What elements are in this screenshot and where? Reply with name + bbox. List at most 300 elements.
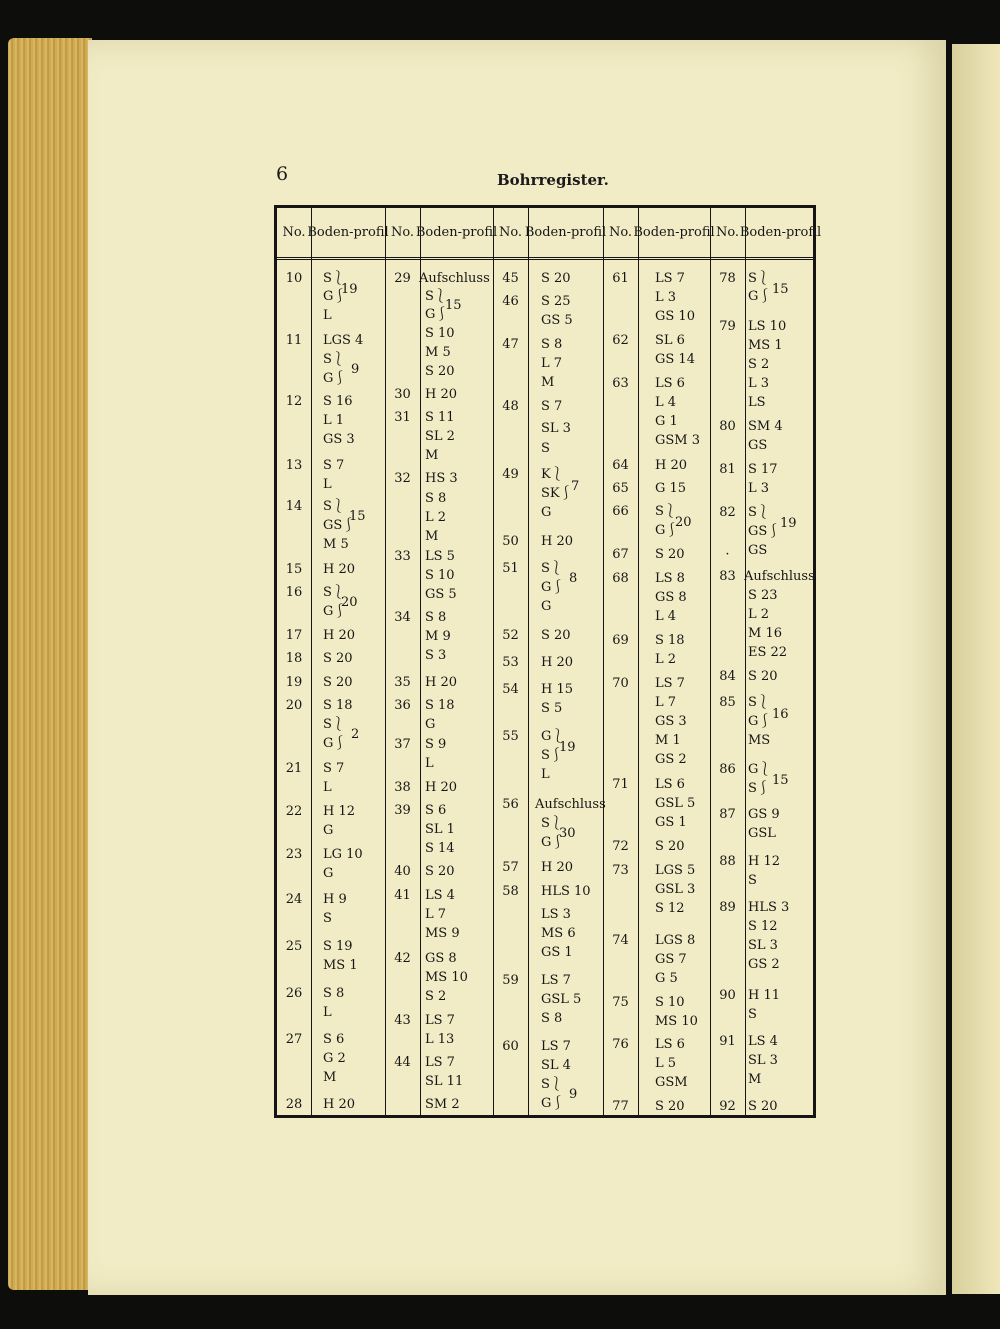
header-profil: Boden- profil <box>633 225 715 240</box>
profile-layer: M <box>323 1070 337 1085</box>
profile-layer: G <box>425 717 436 732</box>
profile-layer: GS 1 <box>655 815 687 830</box>
profile-layer: M 5 <box>323 537 349 552</box>
profile-layer: S 10 <box>425 568 455 583</box>
profile-layer: 2 <box>351 727 360 742</box>
profile-layer: LS 7 <box>541 973 571 988</box>
header-no: No. <box>282 225 306 240</box>
entry-number: 73 <box>612 863 629 878</box>
entry-number: 64 <box>612 458 629 473</box>
profile-layer: GS 1 <box>541 945 573 960</box>
profile-layer: GS 8 <box>655 590 687 605</box>
profile-layer: GS 2 <box>748 957 780 972</box>
profile-layer: S 20 <box>655 839 685 854</box>
entry-number: 59 <box>502 973 519 988</box>
profile-layer: MS 1 <box>748 338 783 353</box>
profile-layer: S⎱ <box>323 352 345 367</box>
entry-number: 34 <box>394 610 411 625</box>
profile-layer: S 12 <box>748 919 778 934</box>
profile-layer: S⎱ <box>541 561 563 576</box>
entry-number: 12 <box>285 394 303 409</box>
header-profil: Boden- profil <box>739 225 822 240</box>
profile-layer: M 1 <box>655 733 681 748</box>
profile-layer: G⎰ <box>323 371 347 386</box>
profile-layer: GS⎰ <box>748 524 781 539</box>
profile-layer: S 18 <box>655 633 685 648</box>
profile-layer: M 16 <box>748 626 782 641</box>
profile-layer: S 20 <box>541 628 571 643</box>
profile-layer: Aufschluss <box>419 271 490 286</box>
profile-layer: Aufschluss <box>535 797 606 812</box>
column-divider <box>420 208 421 1115</box>
profile-layer: 9 <box>351 362 360 377</box>
profile-layer: S 10 <box>425 326 455 341</box>
profile-layer: L <box>323 780 332 795</box>
profile-layer: S⎱ <box>323 585 345 600</box>
profile-layer: S 25 <box>541 294 571 309</box>
facing-page-edge <box>952 44 1000 1294</box>
entry-number: 72 <box>612 839 629 854</box>
entry-number: 24 <box>285 892 303 907</box>
entry-number: 82 <box>719 505 736 520</box>
profile-layer: H 9 <box>323 892 347 907</box>
entry-number: 26 <box>285 986 303 1001</box>
profile-layer: S 12 <box>655 901 685 916</box>
profile-layer: S⎱ <box>748 505 770 520</box>
header-no: No. <box>608 225 633 240</box>
entry-number: 89 <box>719 900 736 915</box>
profile-layer: GS 2 <box>655 752 687 767</box>
profile-layer: L <box>323 477 332 492</box>
profile-layer: M 5 <box>425 345 451 360</box>
profile-layer: LS 10 <box>748 319 787 334</box>
profile-layer: LS 7 <box>425 1013 455 1028</box>
profile-layer: G⎰ <box>323 736 347 751</box>
entry-number: 68 <box>612 571 629 586</box>
entry-number: 61 <box>612 271 629 286</box>
profile-layer: LS <box>748 395 766 410</box>
entry-number: 29 <box>394 271 411 286</box>
profile-layer: LS 4 <box>425 888 455 903</box>
entry-number: 27 <box>285 1032 303 1047</box>
column-divider <box>311 208 312 1115</box>
profile-layer: GS 5 <box>425 587 457 602</box>
entry-number: 77 <box>612 1099 629 1114</box>
profile-layer: H 15 <box>541 682 574 697</box>
profile-layer: S 14 <box>425 841 455 856</box>
entry-number: 21 <box>285 761 303 776</box>
profile-layer: LG 10 <box>323 847 363 862</box>
profile-layer: 15 <box>349 509 366 524</box>
profile-layer: G 15 <box>655 481 687 496</box>
entry-number: 45 <box>502 271 519 286</box>
entry-number: 35 <box>394 675 411 690</box>
header-rule <box>277 257 813 260</box>
entry-number: 86 <box>719 762 736 777</box>
profile-layer: SL 6 <box>655 333 685 348</box>
entry-number: 87 <box>719 807 736 822</box>
entry-number: 28 <box>285 1097 303 1112</box>
entry-number: 74 <box>612 933 629 948</box>
profile-layer: GS 3 <box>323 432 355 447</box>
profile-layer: 15 <box>772 773 789 788</box>
profile-layer: SL 1 <box>425 822 455 837</box>
entry-number: 13 <box>285 458 303 473</box>
profile-layer: L 4 <box>655 395 677 410</box>
profile-layer: S 20 <box>655 547 685 562</box>
profile-layer: G <box>323 823 334 838</box>
entry-number: 60 <box>502 1039 519 1054</box>
profile-layer: L 4 <box>655 609 677 624</box>
profile-layer: S 16 <box>323 394 353 409</box>
entry-number: 10 <box>285 271 303 286</box>
column-divider <box>710 208 711 1115</box>
profile-layer: LS 8 <box>655 571 685 586</box>
profile-layer: S⎰ <box>541 748 563 763</box>
entry-number: 54 <box>502 682 519 697</box>
entry-number: 66 <box>612 504 629 519</box>
entry-number: 85 <box>719 695 736 710</box>
profile-layer: GSL 3 <box>655 882 696 897</box>
profile-layer: LS 7 <box>425 1055 455 1070</box>
entry-number: 56 <box>502 797 519 812</box>
profile-layer: ES 22 <box>748 645 788 660</box>
profile-layer: S 2 <box>425 989 447 1004</box>
entry-number: 42 <box>394 951 411 966</box>
profile-layer: 30 <box>559 826 576 841</box>
profile-layer: S 20 <box>425 364 455 379</box>
profile-layer: S⎱ <box>748 271 770 286</box>
profile-layer: M <box>425 448 439 463</box>
profile-layer: LS 3 <box>541 907 571 922</box>
profile-layer: G 2 <box>323 1051 346 1066</box>
entry-number: 67 <box>612 547 629 562</box>
profile-layer: LS 7 <box>541 1039 571 1054</box>
profile-layer: H 11 <box>748 988 781 1003</box>
entry-number: 40 <box>394 864 411 879</box>
profile-layer: G⎱ <box>541 729 565 744</box>
profile-layer: LS 7 <box>655 676 685 691</box>
profile-layer: S 8 <box>425 491 447 506</box>
profile-layer: LS 6 <box>655 777 685 792</box>
profile-layer: M <box>425 529 439 544</box>
profile-layer: S 3 <box>425 648 447 663</box>
entry-number: 70 <box>612 676 629 691</box>
entry-number: 88 <box>719 854 736 869</box>
entry-number: 65 <box>612 481 629 496</box>
entry-number: 36 <box>394 698 411 713</box>
entry-number: 90 <box>719 988 736 1003</box>
entry-number: 23 <box>285 847 303 862</box>
profile-layer: S⎱ <box>323 717 345 732</box>
entry-number: 63 <box>612 376 629 391</box>
profile-layer: G⎰ <box>323 289 347 304</box>
profile-layer: L 2 <box>655 652 677 667</box>
entry-number: 51 <box>502 561 519 576</box>
profile-layer: S 20 <box>323 651 353 666</box>
profile-layer: Aufschluss <box>744 569 815 584</box>
profile-layer: G <box>541 599 552 614</box>
profile-layer: S 19 <box>323 939 353 954</box>
entry-number: 33 <box>394 549 411 564</box>
profile-layer: H 20 <box>425 387 458 402</box>
profile-layer: S 8 <box>541 337 563 352</box>
profile-layer: SM 4 <box>748 419 783 434</box>
profile-layer: S⎱ <box>541 816 563 831</box>
profile-layer: S 20 <box>323 675 353 690</box>
profile-layer: 20 <box>675 515 692 530</box>
profile-layer: MS 6 <box>541 926 576 941</box>
profile-layer: LGS 5 <box>655 863 696 878</box>
profile-layer: GSM <box>655 1075 688 1090</box>
profile-layer: HLS 3 <box>748 900 790 915</box>
profile-layer: GSL 5 <box>541 992 582 1007</box>
entry-number: 57 <box>502 860 519 875</box>
profile-layer: GSL 5 <box>655 796 696 811</box>
profile-layer: GS 7 <box>655 952 687 967</box>
entry-number: 31 <box>394 410 411 425</box>
profile-layer: H 20 <box>323 562 356 577</box>
entry-number: 78 <box>719 271 736 286</box>
profile-layer: G⎰ <box>323 604 347 619</box>
profile-layer: 19 <box>341 282 358 297</box>
profile-layer: S <box>541 441 550 456</box>
entry-number: 75 <box>612 995 629 1010</box>
profile-layer: SL 2 <box>425 429 455 444</box>
profile-layer: H 20 <box>323 1097 356 1112</box>
profile-layer: S 18 <box>323 698 353 713</box>
profile-layer: G⎰ <box>748 714 772 729</box>
profile-layer: GS 14 <box>655 352 695 367</box>
profile-layer: L 1 <box>323 413 345 428</box>
profile-layer: H 20 <box>425 675 458 690</box>
entry-number: 62 <box>612 333 629 348</box>
profile-layer: S⎱ <box>655 504 677 519</box>
profile-layer: LGS 8 <box>655 933 696 948</box>
profile-layer: M <box>541 375 555 390</box>
entry-number: 58 <box>502 884 519 899</box>
profile-layer: G 5 <box>655 971 678 986</box>
profile-layer: S 7 <box>541 399 563 414</box>
profile-layer: L 7 <box>425 907 447 922</box>
profile-layer: MS 10 <box>655 1014 698 1029</box>
profile-layer: 19 <box>780 516 797 531</box>
header-profil: Boden- profil <box>415 225 498 240</box>
profile-layer: L 7 <box>541 356 563 371</box>
profile-layer: GS 8 <box>425 951 457 966</box>
profile-layer: L 5 <box>655 1056 677 1071</box>
entry-number: · <box>725 547 730 562</box>
entry-number: 19 <box>285 675 303 690</box>
profile-layer: SL 4 <box>541 1058 571 1073</box>
profile-layer: SL 3 <box>748 938 778 953</box>
entry-number: 37 <box>394 737 411 752</box>
profile-layer: LS 6 <box>655 1037 685 1052</box>
profile-layer: SL 3 <box>541 421 571 436</box>
profile-layer: G⎰ <box>425 307 449 322</box>
entry-number: 25 <box>285 939 303 954</box>
profile-layer: S⎱ <box>541 1077 563 1092</box>
running-head: Bohrregister. <box>497 171 609 189</box>
entry-number: 49 <box>502 467 519 482</box>
profile-layer: 8 <box>569 571 578 586</box>
entry-number: 30 <box>394 387 411 402</box>
profile-layer: S 17 <box>748 462 778 477</box>
profile-layer: S 20 <box>748 1099 778 1114</box>
profile-layer: SL 11 <box>425 1074 464 1089</box>
column-divider <box>528 208 529 1115</box>
profile-layer: S 7 <box>323 458 345 473</box>
entry-number: 22 <box>285 804 303 819</box>
profile-layer: M 9 <box>425 629 451 644</box>
profile-layer: L 7 <box>655 695 677 710</box>
entry-number: 69 <box>612 633 629 648</box>
profile-layer: GSL <box>748 826 776 841</box>
profile-layer: 20 <box>341 595 358 610</box>
profile-layer: S 6 <box>323 1032 345 1047</box>
profile-layer: S 2 <box>748 357 770 372</box>
profile-layer: G⎰ <box>541 835 565 850</box>
profile-layer: GS <box>748 438 768 453</box>
profile-layer: MS 10 <box>425 970 468 985</box>
profile-layer: GS⎰ <box>323 518 356 533</box>
entry-number: 38 <box>394 780 411 795</box>
profile-layer: H 20 <box>541 860 574 875</box>
profile-layer: 16 <box>772 707 789 722</box>
entry-number: 71 <box>612 777 629 792</box>
column-divider <box>745 208 746 1115</box>
profile-layer: S <box>323 911 332 926</box>
profile-layer: S <box>748 873 757 888</box>
entry-number: 32 <box>394 471 411 486</box>
entry-number: 39 <box>394 803 411 818</box>
profile-layer: GS 3 <box>655 714 687 729</box>
profile-layer: S 20 <box>541 271 571 286</box>
page-number: 6 <box>276 163 289 185</box>
header-profil: Boden- profil <box>307 225 389 240</box>
entry-number: 44 <box>394 1055 411 1070</box>
entry-number: 81 <box>719 462 736 477</box>
profile-layer: L <box>425 756 434 771</box>
entry-number: 80 <box>719 419 736 434</box>
entry-number: 83 <box>719 569 736 584</box>
entry-number: 50 <box>502 534 519 549</box>
profile-layer: S 20 <box>748 669 778 684</box>
header-no: No. <box>715 225 740 240</box>
entry-number: 46 <box>502 294 519 309</box>
profile-layer: S 10 <box>655 995 685 1010</box>
profile-layer: 15 <box>445 298 462 313</box>
profile-layer: L 2 <box>425 510 447 525</box>
profile-layer: S⎱ <box>323 499 345 514</box>
entry-number: 17 <box>285 628 303 643</box>
profile-layer: S⎱ <box>425 289 447 304</box>
profile-layer: S 8 <box>541 1011 563 1026</box>
profile-layer: LS 7 <box>655 271 685 286</box>
header-profil: Boden- profil <box>524 225 607 240</box>
entry-number: 11 <box>285 333 303 348</box>
profile-layer: MS 1 <box>323 958 358 973</box>
profile-layer: H 20 <box>655 458 688 473</box>
profile-layer: S⎱ <box>748 695 770 710</box>
profile-layer: H 20 <box>323 628 356 643</box>
profile-layer: L <box>323 308 332 323</box>
profile-layer: S 11 <box>425 410 455 425</box>
profile-layer: S 5 <box>541 701 563 716</box>
profile-layer: GS <box>748 543 768 558</box>
profile-layer: G⎰ <box>541 580 565 595</box>
profile-layer: GS 10 <box>655 309 695 324</box>
profile-layer: 15 <box>772 282 789 297</box>
profile-layer: G <box>541 505 552 520</box>
profile-layer: SK⎰ <box>541 486 573 501</box>
profile-layer: M <box>748 1072 762 1087</box>
entry-number: 92 <box>719 1099 736 1114</box>
profile-layer: H 12 <box>323 804 356 819</box>
profile-layer: S⎱ <box>323 271 345 286</box>
profile-layer: L 13 <box>425 1032 455 1047</box>
profile-layer: H 12 <box>748 854 781 869</box>
entry-number: 16 <box>285 585 303 600</box>
entry-number: 20 <box>285 698 303 713</box>
profile-layer: G <box>323 866 334 881</box>
profile-layer: GS 9 <box>748 807 780 822</box>
profile-layer: MS 9 <box>425 926 460 941</box>
profile-layer: HS 3 <box>425 471 458 486</box>
profile-layer: SM 2 <box>425 1097 460 1112</box>
profile-layer: 9 <box>569 1087 578 1102</box>
entry-number: 41 <box>394 888 411 903</box>
profile-layer: S 8 <box>323 986 345 1001</box>
profile-layer: S 20 <box>425 864 455 879</box>
profile-layer: 19 <box>559 740 576 755</box>
profile-layer: S 20 <box>655 1099 685 1114</box>
profile-layer: K⎱ <box>541 467 564 482</box>
profile-layer: G⎰ <box>655 523 679 538</box>
header-no: No. <box>390 225 415 240</box>
profile-layer: LGS 4 <box>323 333 364 348</box>
entry-number: 43 <box>394 1013 411 1028</box>
entry-number: 15 <box>285 562 303 577</box>
entry-number: 18 <box>285 651 303 666</box>
profile-layer: LS 4 <box>748 1034 778 1049</box>
register-table <box>274 205 822 1118</box>
profile-layer: G 1 <box>655 414 678 429</box>
profile-layer: SL 3 <box>748 1053 778 1068</box>
profile-layer: L 3 <box>748 376 770 391</box>
profile-layer: GS 5 <box>541 313 573 328</box>
profile-layer: L 2 <box>748 607 770 622</box>
header-no: No. <box>498 225 523 240</box>
entry-number: 48 <box>502 399 519 414</box>
profile-layer: S 7 <box>323 761 345 776</box>
entry-number: 52 <box>502 628 519 643</box>
column-divider <box>638 208 639 1115</box>
entry-number: 47 <box>502 337 519 352</box>
book-page-edges <box>8 38 92 1290</box>
profile-layer: 7 <box>571 479 580 494</box>
profile-layer: MS <box>748 733 771 748</box>
profile-layer: H 20 <box>541 655 574 670</box>
entry-number: 14 <box>285 499 303 514</box>
entry-number: 76 <box>612 1037 629 1052</box>
entry-number: 55 <box>502 729 519 744</box>
profile-layer: S 23 <box>748 588 778 603</box>
profile-layer: S 6 <box>425 803 447 818</box>
profile-layer: LS 5 <box>425 549 455 564</box>
profile-layer: L 3 <box>655 290 677 305</box>
profile-layer: H 20 <box>541 534 574 549</box>
